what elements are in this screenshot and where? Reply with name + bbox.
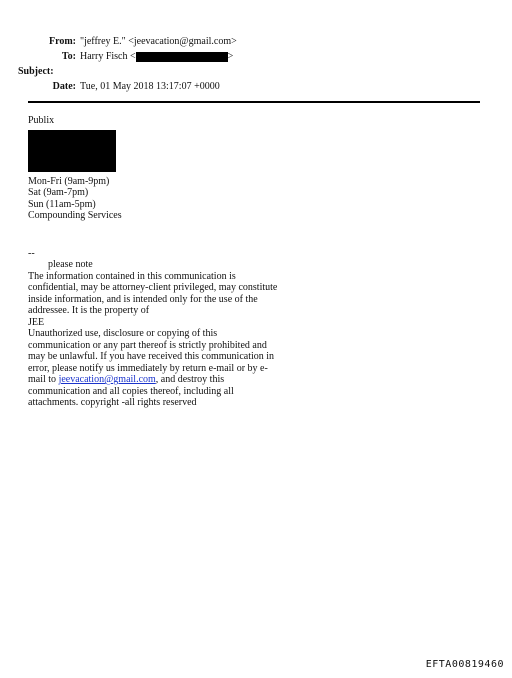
from-row [28, 34, 237, 49]
to-name: Harry Fisch < [80, 51, 136, 62]
disclaimer-text: , and destroy this communication and all copies thereof, including all attachments. copyright -all rights reserved [28, 374, 234, 408]
from-label: From: [48, 36, 76, 47]
date-value: Tue, 01 May 2018 13:17:07 +0000 [80, 81, 220, 92]
store-name: Publix [28, 115, 55, 126]
signature-separator: -- [28, 247, 35, 259]
email-header [18, 34, 237, 94]
to-row [28, 49, 237, 64]
email-link[interactable]: jeevacation@gmail.com [58, 374, 156, 385]
hours-line: Sat (9am-7pm) [28, 187, 89, 198]
email-body [28, 115, 278, 409]
hours-line: Sun (11am-5pm) [28, 198, 96, 210]
services-line: Compounding Services [28, 210, 122, 221]
redaction-box [136, 52, 228, 62]
date-label: Date: [52, 81, 76, 92]
disclaimer-paragraph-2 [28, 328, 278, 409]
owner-line: JEE [28, 316, 45, 328]
subject-row [18, 64, 237, 79]
bates-number: EFTA00819460 [425, 659, 504, 670]
disclaimer-paragraph: The information contained in this communication is confidential, may be attorney-client privileged, may constitute inside information, and is intended only for the use of the addressee. It is the property of [28, 270, 278, 316]
hours-line: Mon-Fri (9am-9pm) [28, 175, 110, 187]
redaction-box [28, 130, 116, 172]
please-note: please note [48, 259, 93, 270]
disclaimer-text: Unauthorized use, disclosure or copying of this communication or any part thereof is strictly prohibited and may be unlawful. If you have received this communication in error, please notify us immediately by return e-mail or by e-mail to [28, 328, 275, 385]
date-row [28, 79, 237, 94]
to-close: > [227, 51, 234, 62]
from-value: "jeffrey E." <jeevacation@gmail.com> [80, 36, 237, 47]
subject-label: Subject: [18, 66, 54, 77]
to-label: To: [61, 51, 76, 62]
header-divider [28, 101, 480, 103]
